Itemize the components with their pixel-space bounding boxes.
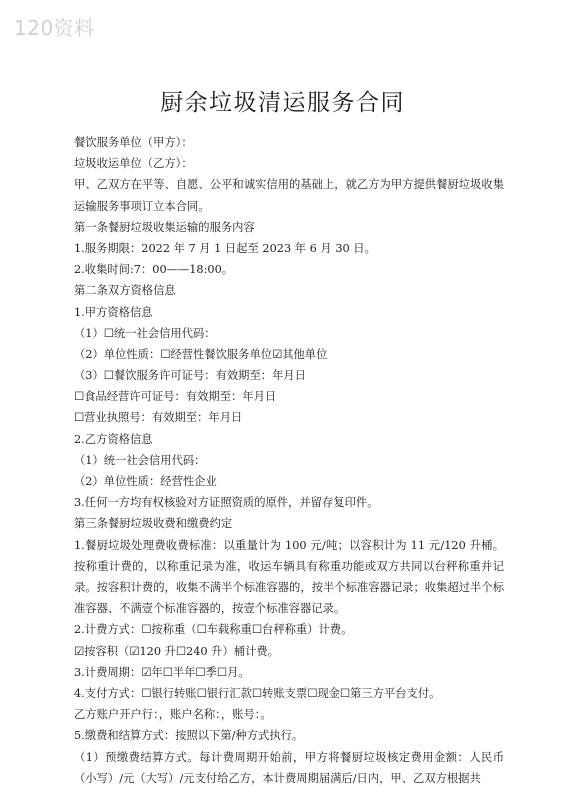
party-b-label: 垃圾收运单位（乙方）： [74,157,193,171]
document-title: 厨余垃圾清运服务合同 [160,90,405,116]
settlement-method: 5.缴费和结算方式：按照以下第/种方式执行。 [74,729,304,743]
party-b-qualification-heading: 2.乙方资格信息 [74,432,153,446]
party-b-account: 乙方账户开户行：，账户名称：，账号：。 [74,708,272,722]
billing-cycle: 3.计费周期：☑年☐半年☐季☐月。 [74,665,250,679]
article-1-heading: 第一条餐厨垃圾收集运输的服务内容 [74,220,255,234]
watermark-logo: 120资料 [14,16,95,40]
party-a-unit-type: （2）单位性质：☐经营性餐饮服务单位☑其他单位 [74,347,328,361]
party-b-unit-type: （2）单位性质：经营性企业 [74,475,217,489]
prepayment-paragraph: （1）预缴费结算方式。每计费周期开始前，甲方将餐厨垃圾核定费用金额：人民币（小写）/元（大写）/元支付给乙方，本计费周期届满后/日内，甲、乙双方根据共 [74,750,504,785]
collection-time: 2.收集时间:7：00——18:00。 [74,263,234,277]
preamble-paragraph: 甲、乙双方在平等、自愿、公平和诚实信用的基础上，就乙方为甲方提供餐厨垃圾收集运输服务事项订立本合同。 [74,178,504,213]
party-a-credit-code: （1）☐统一社会信用代码： [74,326,216,340]
party-a-qualification-heading: 1.甲方资格信息 [74,305,153,319]
fee-standard-paragraph: 1.餐厨垃圾处理费收费标准：以重量计为 100 元/吨；以容积计为 11 元/120 升桶。按称重计费的，以称重记录为准，收运车辆具有称重功能或双方共同以台秤称重并记录。按容积计费的，收集不满半个标准容器的，按半个标准容器记录；收集超过半个标准容器、不满壹个标准容器的，按壹个标准容器记录。 [74,538,504,616]
verification-clause: 3.任何一方均有权核验对方证照资质的原件，并留存复印件。 [74,496,379,510]
catering-license: （3）☐餐饮服务许可证号：有效期至：年月日 [74,369,306,383]
service-term: 1.服务期限：2022 年 7 月 1 日起至 2023 年 6 月 30 日。 [74,241,376,255]
article-2-heading: 第二条双方资格信息 [74,284,176,298]
article-3-heading: 第三条餐厨垃圾收费和缴费约定 [74,517,233,531]
food-license: ☐食品经营许可证号：有效期至：年月日 [74,390,277,404]
billing-method-volume: ☑按容积（☑120 升☐240 升）桶计费。 [74,644,279,658]
billing-method-weight: 2.计费方式：☐按称重（☐车载称重☐台秤称重）计费。 [74,623,353,637]
business-license: ☐营业执照号：有效期至：年月日 [74,411,243,425]
payment-method: 4.支付方式：☐银行转账☐银行汇款☐转账支票☐现金☐第三方平台支付。 [74,686,441,700]
party-a-label: 餐饮服务单位（甲方）： [74,136,193,149]
contract-body [74,132,504,789]
party-b-credit-code: （1）统一社会信用代码： [74,453,206,467]
